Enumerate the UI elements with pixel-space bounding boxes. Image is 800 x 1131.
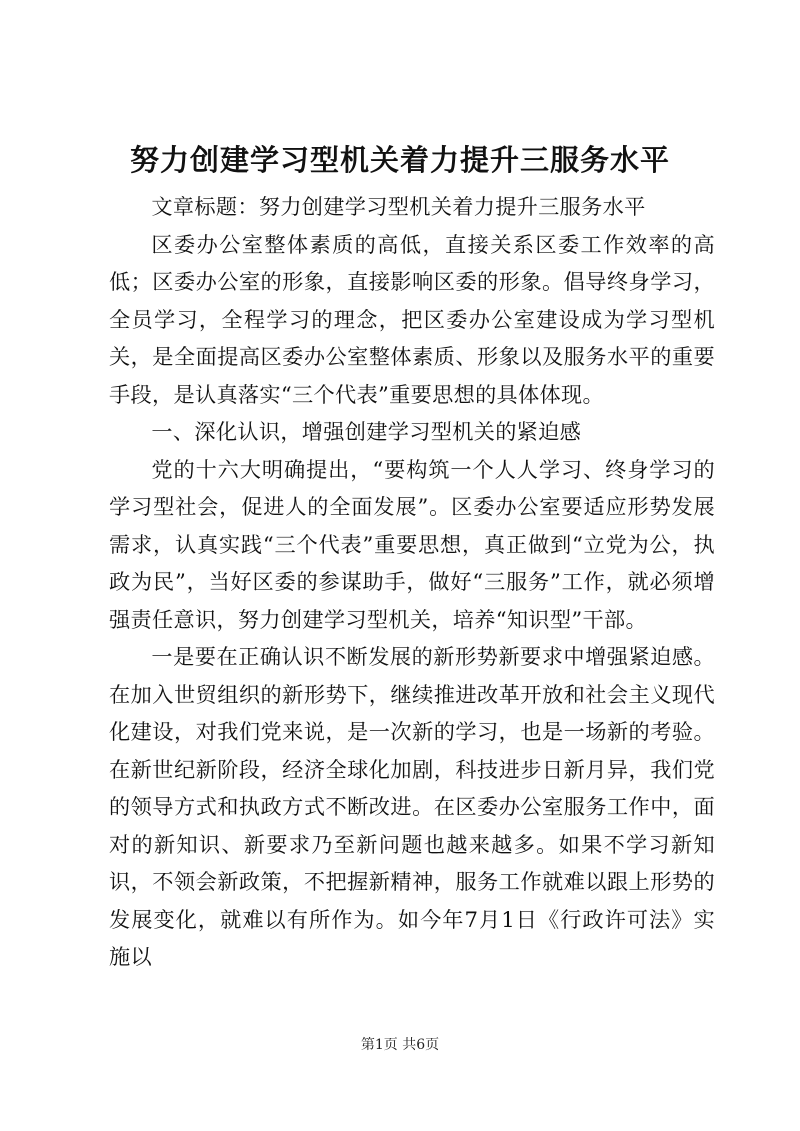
- article-title-line: 文章标题：努力创建学习型机关着力提升三服务水平: [151, 194, 646, 219]
- body-paragraph: 党的十六大明确提出，“要构筑一个人人学习、终身学习的学习型社会，促进人的全面发展”。区委办公室要适应形势发展需求，认真实践“三个代表”重要思想，真正做到“立党为公，执政为民”，当好区委的参谋助手，做好“三服务”工作，就必须增强责任意识，努力创建学习型机关，培养“知识型”干部。: [109, 456, 715, 632]
- intro-paragraph: 区委办公室整体素质的高低，直接关系区委工作效率的高低；区委办公室的形象，直接影响区委的形象。倡导终身学习，全员学习，全程学习的理念，把区委办公室建设成为学习型机关，是全面提高区委办公室整体素质、形象以及服务水平的重要手段，是认真落实“三个代表”重要思想的具体体现。: [109, 231, 715, 407]
- page-number-footer: 第1页 共6页: [360, 1037, 440, 1053]
- section-heading: 一、深化认识，增强创建学习型机关的紧迫感: [151, 419, 582, 444]
- body-paragraph: 一是要在正确认识不断发展的新形势新要求中增强紧迫感。在加入世贸组织的新形势下，继续推进改革开放和社会主义现代化建设，对我们党来说，是一次新的学习，也是一场新的考验。在新世纪新阶段，经济全球化加剧，科技进步日新月异，我们党的领导方式和执政方式不断改进。在区委办公室服务工作中，面对的新知识、新要求乃至新问题也越来越多。如果不学习新知识，不领会新政策，不把握新精神，服务工作就难以跟上形势的发展变化，就难以有所作为。如今年7月1日《行政许可法》实施以: [109, 644, 715, 969]
- document-body: [109, 188, 715, 976]
- document-title: 努力创建学习型机关着力提升三服务水平: [129, 143, 670, 177]
